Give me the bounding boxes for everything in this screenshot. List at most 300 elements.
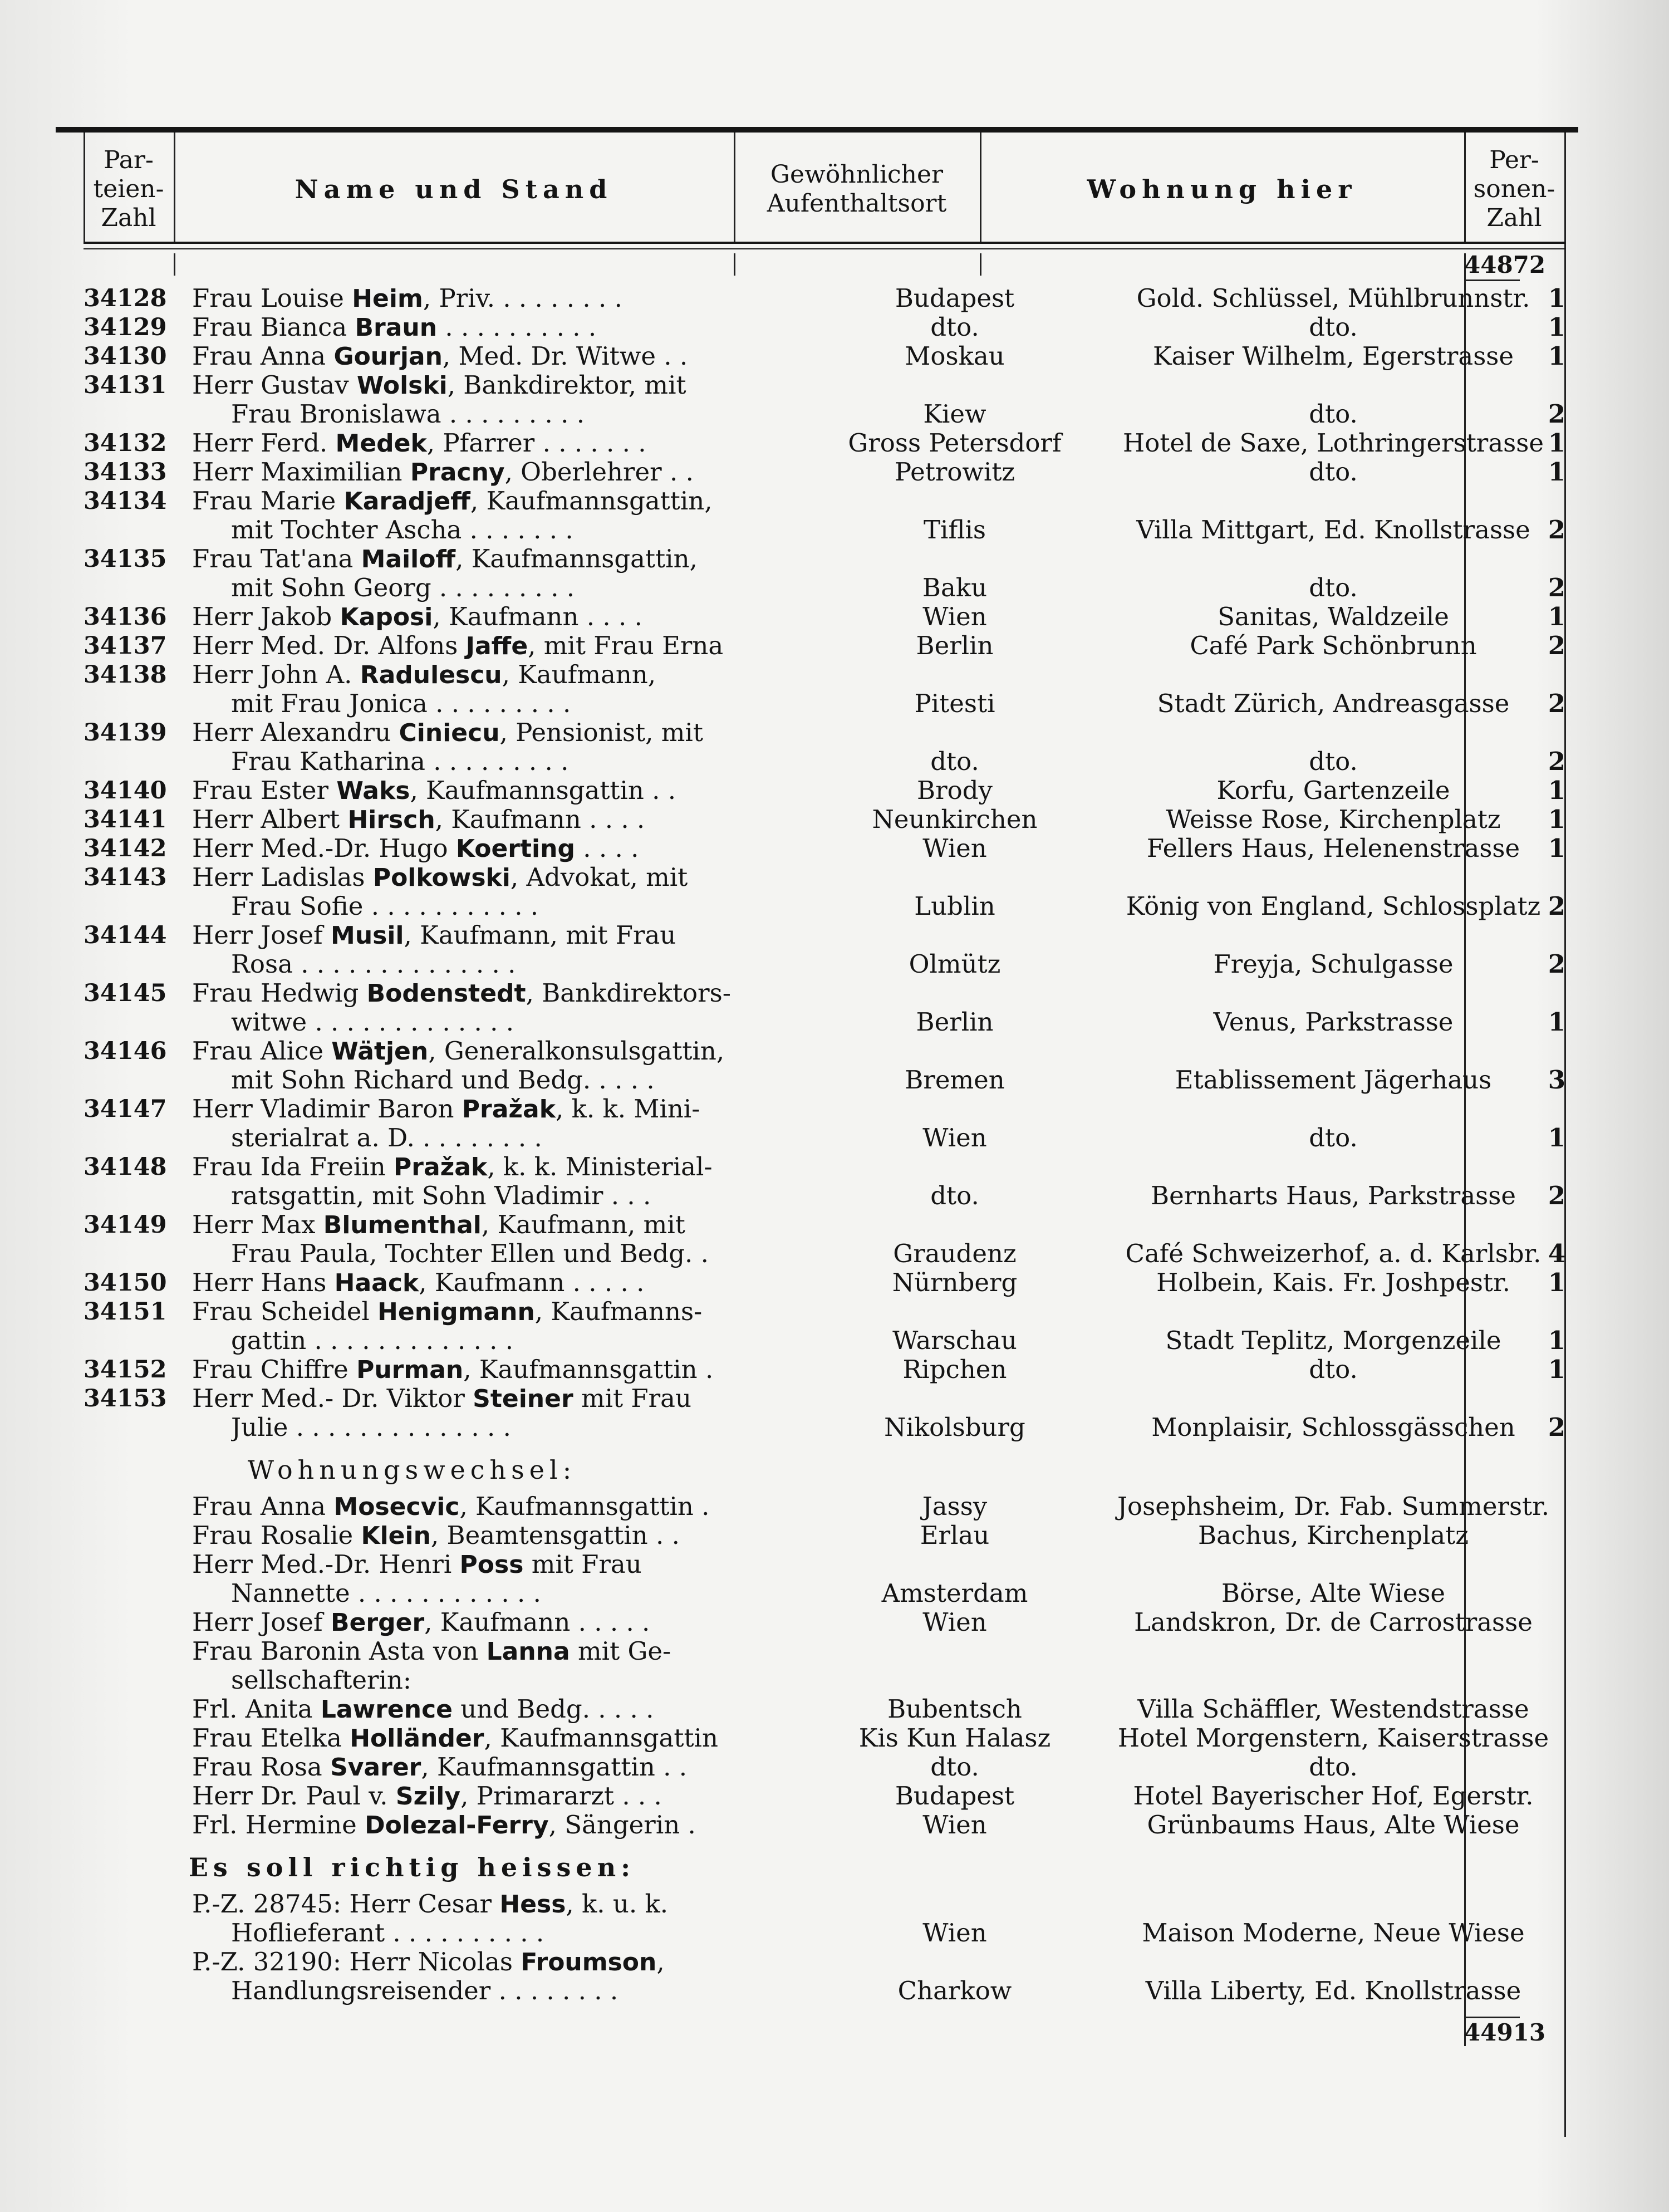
name-line (192, 805, 793, 835)
local-address: dto. (1309, 747, 1358, 776)
local-address: Villa Schäffler, Westendstrasse (1137, 1694, 1529, 1724)
correction-row (84, 1919, 1565, 1948)
entry-row (84, 631, 1565, 660)
surname: Musil (331, 921, 404, 950)
name-text: , Kaufmann, mit (481, 1210, 685, 1239)
name-line (192, 660, 793, 690)
name-line (192, 718, 793, 748)
name-text: Frau Anna (192, 342, 334, 371)
name-text: Herr Max (192, 1210, 323, 1239)
residence-place: Tiflis (924, 515, 986, 545)
person-count: 1 (1548, 1007, 1565, 1037)
entry-row (84, 1008, 1565, 1037)
name-line (192, 313, 793, 342)
surname: Haack (334, 1269, 419, 1297)
name-text: gattin . . . . . . . . . . . . . (231, 1326, 514, 1355)
name-text: Herr Hans (192, 1268, 335, 1297)
surname: Klein (361, 1522, 431, 1550)
header-place: Gewöhnlicher Aufenthaltsort (767, 160, 947, 218)
entry-row (84, 602, 1565, 631)
entry-row (84, 573, 1565, 602)
name-line (192, 458, 793, 487)
party-number: 34129 (84, 313, 167, 341)
name-text: Herr Med. Dr. Alfons (192, 631, 466, 660)
party-number: 34132 (84, 429, 167, 457)
name-text: Frau Chiffre (192, 1355, 357, 1384)
residence-place: Wien (922, 1123, 987, 1152)
surname: Szily (395, 1782, 461, 1811)
residence-place: dto. (930, 1752, 979, 1782)
change-row (84, 1695, 1565, 1724)
person-count: 2 (1548, 399, 1565, 429)
name-text: , Priv. . . . . . . . . (423, 284, 622, 313)
entry-row (84, 545, 1565, 573)
name-text: , Kaufmann . . . . (435, 805, 645, 834)
column-divider (980, 253, 981, 276)
person-count: 1 (1548, 1326, 1565, 1355)
name-text: Herr Ferd. (192, 429, 336, 458)
residence-place: Charkow (897, 1976, 1012, 2005)
entry-row (84, 1181, 1565, 1210)
surname: Bodenstedt (366, 979, 526, 1008)
party-number: 34145 (84, 979, 167, 1007)
name-text: Frau Louise (192, 284, 352, 313)
person-count: 1 (1548, 805, 1565, 834)
person-count: 1 (1548, 457, 1565, 487)
surname: Ciniecu (399, 719, 500, 747)
person-count: 2 (1548, 573, 1565, 602)
name-text: Herr Jakob (192, 602, 340, 631)
entry-row (84, 747, 1565, 776)
name-text: Herr Dr. Paul v. (192, 1782, 396, 1811)
party-number: 34153 (84, 1385, 167, 1412)
surname: Wätjen (331, 1037, 429, 1066)
change-row (84, 1811, 1565, 1840)
surname: Lawrence (320, 1695, 453, 1724)
header-rule (84, 242, 1565, 244)
name-line (192, 342, 793, 371)
residence-place: Graudenz (893, 1239, 1017, 1268)
name-text: Herr Med.-Dr. Hugo (192, 834, 456, 863)
local-address: Hotel Bayerischer Hof, Egerstr. (1133, 1781, 1534, 1811)
person-count: 2 (1548, 515, 1565, 545)
person-count: 1 (1548, 428, 1565, 458)
name-text: , Kaufmann . . . . . (424, 1608, 650, 1637)
entry-row (84, 776, 1565, 805)
person-count: 2 (1548, 747, 1565, 776)
name-text: P.-Z. 28745: Herr Cesar (192, 1890, 500, 1919)
local-address: Monplaisir, Schlossgässchen (1151, 1412, 1515, 1442)
residence-place: Ripchen (902, 1355, 1007, 1384)
entry-row (84, 979, 1565, 1008)
residence-place: Amsterdam (881, 1578, 1028, 1608)
residence-place: Kiew (923, 399, 986, 429)
name-text: , Primararzt . . . (460, 1782, 662, 1811)
change-row (84, 1724, 1565, 1753)
name-line (192, 371, 793, 400)
entry-row (84, 1413, 1565, 1442)
name-line (192, 776, 793, 806)
person-count: 1 (1548, 833, 1565, 863)
residence-place: Berlin (916, 1007, 994, 1037)
name-line (192, 284, 793, 313)
correction-row (84, 1976, 1565, 2005)
name-text: , Kaufmannsgattin, (470, 487, 713, 516)
change-row (84, 1608, 1565, 1637)
name-line (192, 1268, 793, 1298)
correction-row (84, 1890, 1565, 1919)
local-address: Villa Liberty, Ed. Knollstrasse (1145, 1976, 1521, 2005)
local-address: Börse, Alte Wiese (1221, 1578, 1446, 1608)
person-count: 1 (1548, 1268, 1565, 1297)
name-text: Frau Rosalie (192, 1521, 361, 1550)
entry-row (84, 921, 1565, 950)
name-text: Frau Paula, Tochter Ellen und Bedg. . (231, 1239, 709, 1268)
entry-row (84, 1037, 1565, 1066)
name-line (192, 1210, 793, 1240)
residence-place: Bubentsch (887, 1694, 1022, 1724)
column-divider (174, 253, 175, 276)
name-line (192, 1890, 793, 1919)
name-text: mit Tochter Ascha . . . . . . . (231, 516, 573, 545)
party-number: 34139 (84, 719, 167, 747)
name-text: mit Frau Jonica . . . . . . . . . (231, 689, 571, 718)
name-line (192, 631, 793, 661)
surname: Wolski (356, 371, 448, 400)
entry-row (84, 863, 1565, 892)
surname: Karadjeff (343, 487, 470, 516)
name-text: Herr Albert (192, 805, 348, 834)
local-address: dto. (1309, 573, 1358, 602)
residence-place: Brody (917, 776, 993, 805)
name-text: , Generalkonsulsgattin, (428, 1037, 725, 1066)
party-number: 34133 (84, 458, 167, 486)
name-line (192, 429, 793, 458)
name-text: Herr Maximilian (192, 458, 410, 487)
entry-row (84, 1326, 1565, 1355)
surname: Jaffe (465, 632, 528, 660)
residence-place: Wien (922, 1810, 987, 1840)
name-text: Herr Alexandru (192, 718, 399, 747)
name-text: Frl. Anita (192, 1695, 321, 1724)
party-number: 34150 (84, 1269, 167, 1297)
name-line (192, 1037, 793, 1066)
party-number: 34138 (84, 661, 167, 689)
name-text: Frau Baronin Asta von (192, 1637, 487, 1666)
surname: Gourjan (333, 342, 443, 371)
change-row (84, 1579, 1565, 1608)
name-text: Herr Gustav (192, 371, 357, 400)
local-address: Fellers Haus, Helenenstrasse (1146, 833, 1520, 863)
name-text: Herr Josef (192, 921, 331, 950)
name-line (192, 1948, 793, 1977)
person-count: 1 (1548, 283, 1565, 313)
name-line (192, 1637, 793, 1666)
local-address: Café Park Schönbrunn (1190, 631, 1477, 660)
surname: Mailoff (361, 545, 456, 573)
residence-place: Kis Kun Halasz (858, 1723, 1051, 1753)
entry-row (84, 487, 1565, 516)
change-row (84, 1492, 1565, 1521)
name-text: Herr Med.-Dr. Henri (192, 1550, 460, 1579)
name-line (192, 1521, 793, 1551)
name-text: Handlungsreisender . . . . . . . . (231, 1976, 618, 2005)
name-line (192, 1355, 793, 1385)
name-text: Frau Hedwig (192, 979, 367, 1008)
name-text: , Kaufmann . . . . . (419, 1268, 645, 1297)
name-text: , k. k. Ministerial- (487, 1152, 713, 1181)
entry-row (84, 1355, 1565, 1384)
entry-row (84, 718, 1565, 747)
section-title-address-change: Wohnungswechsel: (247, 1455, 577, 1485)
local-address: Josephsheim, Dr. Fab. Summerstr. (1117, 1492, 1550, 1521)
entry-row (84, 429, 1565, 458)
name-text: , k. k. Mini- (556, 1095, 700, 1124)
residence-place: Pitesti (914, 689, 995, 718)
name-text: Frau Etelka (192, 1724, 350, 1753)
name-line (192, 1724, 793, 1753)
entry-row (84, 342, 1565, 371)
name-text: Frau Anna (192, 1492, 334, 1521)
final-total: 44913 (1464, 2017, 1520, 2047)
name-text: sellschafterin: (231, 1666, 412, 1695)
residence-place: Wien (922, 833, 987, 863)
header-persons: Per- sonen- Zahl (1473, 146, 1555, 232)
party-number: 34141 (84, 806, 167, 833)
surname: Purman (356, 1356, 464, 1384)
residence-place: Wien (922, 602, 987, 631)
name-text: Frau Tat'ana (192, 545, 361, 573)
surname: Radulescu (360, 661, 502, 689)
name-line (192, 1608, 793, 1637)
local-address: Landskron, Dr. de Carrostrasse (1134, 1607, 1533, 1637)
name-text: Hoflieferant . . . . . . . . . . (231, 1919, 544, 1948)
name-text: , Kaufmann, (502, 660, 656, 689)
entry-row (84, 805, 1565, 834)
entry-row (84, 950, 1565, 979)
name-line (192, 921, 793, 950)
name-text: Frau Scheidel (192, 1297, 378, 1326)
party-number: 34134 (84, 487, 167, 515)
name-line (192, 1695, 793, 1724)
local-address: Weisse Rose, Kirchenplatz (1166, 805, 1501, 834)
local-address: Hotel de Saxe, Lothringerstrasse (1123, 428, 1544, 458)
residence-place: Neunkirchen (872, 805, 1038, 834)
header-rule (84, 248, 1565, 249)
surname: Poss (459, 1551, 524, 1579)
residence-place: Budapest (895, 1781, 1015, 1811)
name-text: Frau Alice (192, 1037, 332, 1066)
name-text: Frau Bronislawa . . . . . . . . . (231, 400, 585, 429)
residence-place: dto. (930, 1181, 979, 1210)
residence-place: Olmütz (909, 949, 1001, 979)
person-count: 1 (1548, 776, 1565, 805)
local-address: Etablissement Jägerhaus (1175, 1065, 1492, 1095)
local-address: Grünbaums Haus, Alte Wiese (1147, 1810, 1520, 1840)
surname: Heim (352, 285, 423, 313)
entry-row (84, 1297, 1565, 1326)
name-text: , Kaufmann, mit Frau (404, 921, 676, 950)
entry-row (84, 1095, 1565, 1124)
surname: Koerting (455, 835, 575, 863)
residence-place: Wien (922, 1918, 987, 1948)
name-text: mit Frau (523, 1550, 642, 1579)
local-address: Stadt Zürich, Andreasgasse (1157, 689, 1510, 718)
surname: Steiner (473, 1385, 573, 1413)
surname: Svarer (330, 1753, 421, 1782)
residence-place: Nürnberg (892, 1268, 1018, 1297)
entry-row (84, 1152, 1565, 1181)
party-number: 34149 (84, 1211, 167, 1239)
surname: Dolezal-Ferry (365, 1811, 549, 1840)
name-text: Herr Vladimir Baron (192, 1095, 462, 1124)
change-row (84, 1782, 1565, 1811)
entry-row (84, 689, 1565, 718)
person-count: 2 (1548, 1181, 1565, 1210)
local-address: Café Schweizerhof, a. d. Karlsbr. (1125, 1239, 1542, 1268)
surname: Hess (499, 1890, 566, 1919)
name-text: , Bankdirektor, mit (447, 371, 686, 400)
name-text: , Kaufmann . . . . (433, 602, 642, 631)
residence-place: Moskau (905, 341, 1005, 371)
residence-place: Budapest (895, 283, 1015, 313)
name-line (192, 1811, 793, 1840)
local-address: Freyja, Schulgasse (1213, 949, 1454, 979)
entry-row (84, 458, 1565, 487)
surname: Henigmann (377, 1298, 535, 1326)
local-address: Sanitas, Waldzeile (1218, 602, 1449, 631)
entry-row (84, 660, 1565, 689)
name-line (192, 487, 793, 516)
residence-place: Wien (922, 1607, 987, 1637)
name-text: Herr Ladislas (192, 863, 373, 892)
name-text: witwe . . . . . . . . . . . . . (231, 1008, 514, 1037)
local-address: dto. (1309, 1752, 1358, 1782)
residence-place: Lublin (914, 891, 995, 921)
name-text: , (656, 1948, 665, 1976)
name-text: , Kaufmannsgattin . . (410, 776, 676, 805)
local-address: dto. (1309, 1355, 1358, 1384)
name-text: Frau Katharina . . . . . . . . . (231, 747, 569, 776)
name-text: , Advokat, mit (510, 863, 688, 892)
header-name: Name und Stand (294, 174, 613, 204)
change-row (84, 1753, 1565, 1782)
entry-row (84, 400, 1565, 429)
name-text: Frau Ida Freiin (192, 1152, 394, 1181)
name-line (231, 1666, 832, 1695)
surname: Polkowski (372, 864, 510, 892)
carry-over-total: 44872 (1464, 251, 1520, 281)
surname: Mosecvic (333, 1493, 460, 1521)
surname: Pražak (462, 1095, 556, 1124)
local-address: dto. (1309, 1123, 1358, 1152)
surname: Pracny (410, 458, 505, 487)
name-text: . . . . . . . . . . (437, 313, 597, 342)
name-text: Herr John A. (192, 660, 360, 689)
surname: Medek (335, 429, 427, 458)
person-count: 1 (1548, 341, 1565, 371)
name-text: Herr Med.- Dr. Viktor (192, 1384, 473, 1413)
local-address: Maison Moderne, Neue Wiese (1142, 1918, 1525, 1948)
residence-place: Petrowitz (894, 457, 1015, 487)
header-party-number: Par- teien- Zahl (93, 146, 164, 232)
top-rule (56, 127, 1578, 133)
surname: Blumenthal (323, 1211, 482, 1239)
party-number: 34137 (84, 632, 167, 660)
name-text: , Pfarrer . . . . . . . (426, 429, 646, 458)
change-row (84, 1637, 1565, 1666)
name-line (192, 602, 793, 632)
entry-row (84, 1268, 1565, 1297)
entry-row (84, 313, 1565, 342)
residence-place: Gross Petersdorf (848, 428, 1062, 458)
entry-row (84, 371, 1565, 400)
name-text: , Bankdirektors- (526, 979, 731, 1008)
name-text: Frau Ester (192, 776, 337, 805)
name-text: , Med. Dr. Witwe . . (442, 342, 688, 371)
name-text: mit Frau (573, 1384, 691, 1413)
name-text: mit Sohn Georg . . . . . . . . . (231, 573, 575, 602)
entry-row (84, 1384, 1565, 1413)
name-line (192, 1782, 793, 1811)
name-text: und Bedg. . . . . (453, 1695, 654, 1724)
correction-row (84, 1948, 1565, 1976)
entry-row (84, 1066, 1565, 1095)
name-text: , Kaufmanns- (534, 1297, 703, 1326)
entry-row (84, 1210, 1565, 1239)
name-line (192, 1384, 793, 1414)
header-address: Wohnung hier (1087, 174, 1357, 204)
local-address: dto. (1309, 312, 1358, 342)
residence-place: dto. (930, 747, 979, 776)
party-number: 34135 (84, 545, 167, 573)
residence-place: Berlin (916, 631, 994, 660)
name-text: Nannette . . . . . . . . . . . . (231, 1579, 541, 1608)
name-text: , Kaufmannsgattin (484, 1724, 718, 1753)
name-line (192, 834, 793, 864)
person-count: 2 (1548, 949, 1565, 979)
name-text: , k. u. k. (566, 1890, 669, 1919)
name-line (192, 545, 793, 574)
name-line (192, 1753, 793, 1782)
surname: Waks (336, 777, 410, 805)
party-number: 34146 (84, 1037, 167, 1065)
local-address: Stadt Teplitz, Morgenzeile (1165, 1326, 1501, 1355)
party-number: 34151 (84, 1298, 167, 1326)
person-count: 1 (1548, 1123, 1565, 1152)
name-text: ratsgattin, mit Sohn Vladimir . . . (231, 1181, 651, 1210)
surname: Pražak (394, 1153, 488, 1181)
name-text: Frau Sofie . . . . . . . . . . . (231, 892, 539, 921)
party-number: 34147 (84, 1095, 167, 1123)
person-count: 4 (1548, 1239, 1565, 1268)
name-text: , Kaufmannsgattin . (459, 1492, 710, 1521)
party-number: 34152 (84, 1356, 167, 1384)
residence-place: dto. (930, 312, 979, 342)
person-count: 2 (1548, 891, 1565, 921)
column-divider (734, 253, 735, 276)
change-row (84, 1521, 1565, 1550)
name-text: Rosa . . . . . . . . . . . . . . (231, 950, 516, 979)
name-text: , Kaufmannsgattin . . (421, 1753, 688, 1782)
residence-place: Erlau (920, 1521, 990, 1550)
party-number: 34148 (84, 1153, 167, 1181)
local-address: Holbein, Kais. Fr. Joshpestr. (1156, 1268, 1510, 1297)
entry-row (84, 516, 1565, 545)
name-line (192, 1095, 793, 1124)
name-text: Frau Marie (192, 487, 344, 516)
entry-row (84, 834, 1565, 863)
